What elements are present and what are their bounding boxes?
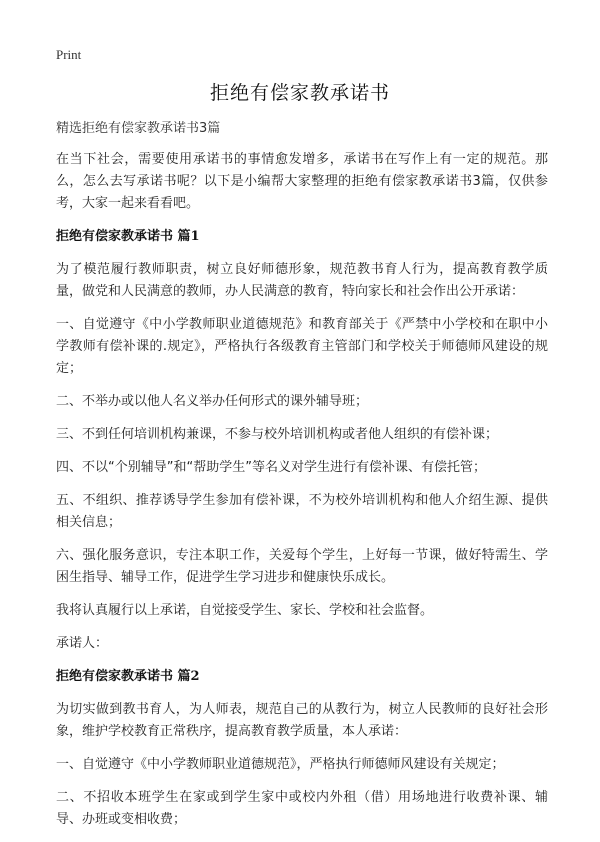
document-subtitle: 精选拒绝有偿家教承诺书3篇 [56, 121, 221, 136]
section-1-paragraph: 五、不组织、推荐诱导学生参加有偿补课，不为校外培训机构和他人介绍生源、提供相关信息； [56, 493, 548, 530]
section-1-paragraph: 我将认真履行以上承诺，自觉接受学生、家长、学校和社会监督。 [56, 603, 434, 618]
print-link[interactable]: Print [56, 47, 82, 62]
section-1-paragraph: 四、不以“个别辅导”和“帮助学生”等名义对学生进行有偿补课、有偿托管； [56, 460, 486, 475]
section-2-heading: 拒绝有偿家教承诺书 篇2 [56, 669, 200, 684]
section-2-paragraph: 为切实做到教书育人，为人师表，规范自己的从教行为，树立人民教师的良好社会形象，维护学校教育正常秩序，提高教育教学质量，本人承诺： [56, 702, 548, 739]
section-1-paragraph: 二、不举办或以他人名义举办任何形式的课外辅导班； [56, 394, 369, 409]
section-1-paragraph: 六、强化服务意识，专注本职工作，关爱每个学生，上好每一节课，做好特需生、学困生指导、辅导工作，促进学生学习进步和健康快乐成长。 [56, 548, 548, 585]
section-2-paragraph: 二、不招收本班学生在家或到学生家中或校内外租（借）用场地进行收费补课、辅导、办班或变相收费； [56, 790, 548, 827]
signature-label: 承诺人： [56, 636, 109, 651]
intro-paragraph: 在当下社会，需要使用承诺书的事情愈发增多，承诺书在写作上有一定的规范。那么，怎么去写承诺书呢？以下是小编帮大家整理的拒绝有偿家教承诺书3篇，仅供参考，大家一起来看看吧。 [56, 152, 548, 211]
document-body [56, 120, 548, 842]
document-title: 拒绝有偿家教承诺书 [209, 82, 390, 104]
section-1-paragraph: 三、不到任何培训机构兼课，不参与校外培训机构或者他人组织的有偿补课； [56, 427, 499, 442]
section-2-paragraph: 一、自觉遵守《中小学教师职业道德规范》，严格执行师德师风建设有关规定； [56, 757, 505, 772]
section-1-paragraph: 为了模范履行教师职责，树立良好师德形象，规范教书育人行为，提高教育教学质量，做党和人民满意的教师，办人民满意的教育，特向家长和社会作出公开承诺： [56, 262, 548, 299]
section-1-heading: 拒绝有偿家教承诺书 篇1 [56, 229, 200, 244]
section-1-paragraph: 一、自觉遵守《中小学教师职业道德规范》和教育部关于《严禁中小学校和在职中小学教师有偿补课的.规定》，严格执行各级教育主管部门和学校关于师德师风建设的规定； [56, 317, 548, 376]
